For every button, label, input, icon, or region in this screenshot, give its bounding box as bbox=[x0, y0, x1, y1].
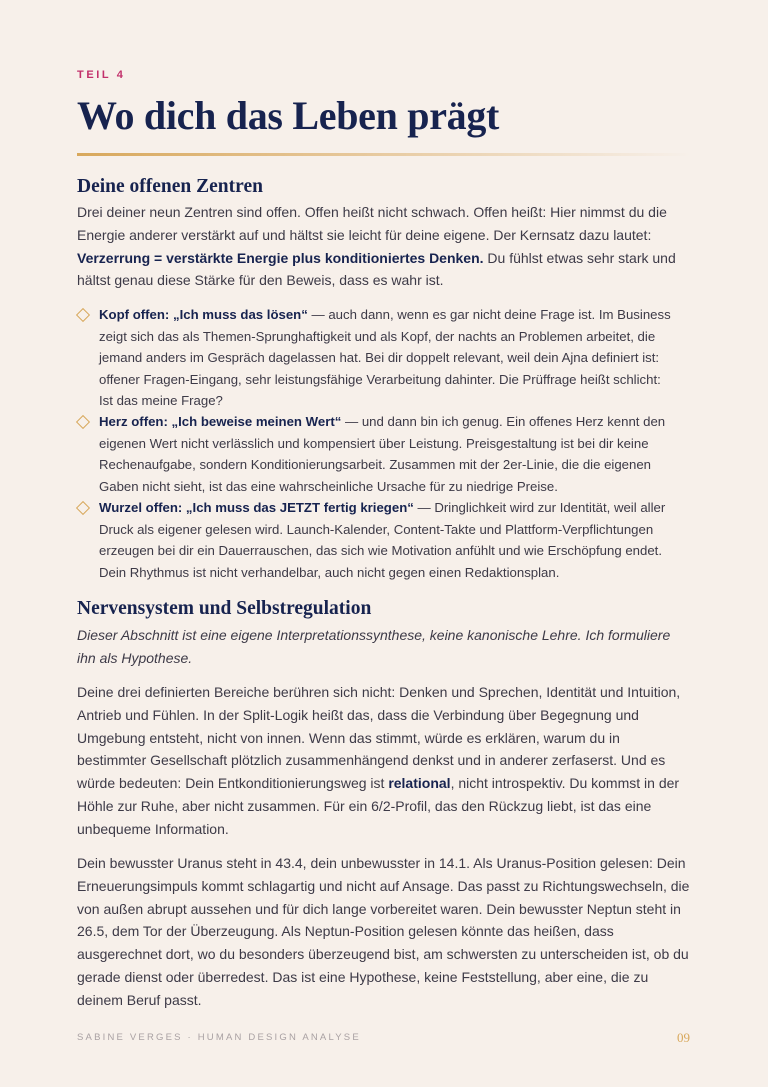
text-line: bestimmter Gesellschaft plötzlich zusammenhängend denkst und in anderer zerfaserst. Und es bbox=[77, 752, 666, 769]
text-line: von außen abrupt aussehen und für dich lange vorbereitet waren. Dein bewusster Neptun steht in bbox=[77, 900, 681, 917]
footer-author: SABINE VERGES · HUMAN DESIGN ANALYSE bbox=[77, 1032, 361, 1043]
section-heading-open-centers: Deine offenen Zentren bbox=[77, 176, 263, 197]
text-line: Dieser Abschnitt ist eine eigene Interpretationssynthese, keine kanonische Lehre. Ich formuliere bbox=[77, 627, 671, 643]
section-heading-nervous-system: Nervensystem und Selbstregulation bbox=[77, 598, 372, 619]
split-logic-paragraph bbox=[77, 681, 691, 841]
bullet-line: Rechenaufgabe, sondern Konditionierungsarbeit. Zusammen mit der 2er-Linie, die die eigenen bbox=[99, 457, 652, 473]
text-line: deinem Beruf passt. bbox=[77, 991, 202, 1008]
title-divider bbox=[77, 153, 691, 156]
bullet-lead: Herz offen: „Ich beweise meinen Wert“ bbox=[99, 414, 342, 429]
hypothesis-note bbox=[77, 624, 691, 670]
text-span: — und dann bin ich genug. Ein offenes Herz kennt den bbox=[341, 414, 666, 429]
text-span: — Dringlichkeit wird zur Identität, weil aller bbox=[413, 500, 666, 515]
page-title: Wo dich das Leben prägt bbox=[77, 93, 500, 138]
text-line: gerade dienst oder überredest. Das ist eine Hypothese, keine Feststellung, aber eine, die zu bbox=[77, 968, 649, 985]
text-line: Deine drei definierten Bereiche berühren sich nicht: Denken und Sprechen, Identität und Intuition, bbox=[77, 684, 681, 700]
text-line bbox=[77, 247, 691, 270]
bullet-line: Druck als eigener gelesen wird. Launch-Kalender, Content-Takte und Plattform-Verpflichtungen bbox=[99, 521, 654, 537]
bullet-line: Ist das meine Frage? bbox=[99, 393, 223, 409]
text-line: Dein bewusster Uranus steht in 43.4, dein unbewusster in 14.1. Als Uranus-Position gelesen: Dein bbox=[77, 855, 686, 871]
bullet-lead: Wurzel offen: „Ich muss das JETZT fertig kriegen“ bbox=[99, 500, 414, 515]
text-line: Umgebung entsteht, nicht von innen. Wenn das stimmt, würde es erklären, warum du in bbox=[77, 729, 620, 746]
section-eyebrow: TEIL 4 bbox=[77, 69, 126, 81]
bullet-line: offener Fragen-Eingang, sehr leistungsfähige Verarbeitung dahinter. Die Prüffrage heißt schlicht: bbox=[99, 371, 661, 387]
bullet-line: eigenen Wert nicht verlässlich und kompensiert über Leistung. Preisgestaltung ist bei dir keine bbox=[99, 435, 649, 451]
bullet-line: Dein Rhythmus ist nicht verhandelbar, auch nicht gegen einen Redaktionsplan. bbox=[99, 564, 560, 580]
page-number: 09 bbox=[677, 1030, 690, 1045]
text-line: ihn als Hypothese. bbox=[77, 649, 193, 666]
emphasis-relational: relational bbox=[388, 775, 451, 792]
bullet-root-open bbox=[77, 497, 691, 583]
bullet-line bbox=[77, 304, 691, 326]
text-line: Drei deiner neun Zentren sind offen. Offen heißt nicht schwach. Offen heißt: Hier nimmst du die bbox=[77, 204, 667, 220]
bullet-heart-open bbox=[77, 411, 691, 497]
key-sentence: Verzerrung = verstärkte Energie plus konditioniertes Denken. bbox=[77, 249, 484, 266]
bullet-lead: Kopf offen: „Ich muss das lösen“ bbox=[99, 307, 308, 322]
bullet-line: erzeugen bei dir ein Dauerrauschen, das sich wie Motivation anfühlt und wie Erschöpfung endet. bbox=[99, 543, 663, 559]
text-line bbox=[77, 772, 691, 795]
text-span: würde bedeuten: Dein Entkonditionierungsweg ist bbox=[77, 775, 389, 792]
text-span: — auch dann, wenn es gar nicht deine Frage ist. Im Business bbox=[307, 307, 671, 322]
uranus-neptune-paragraph bbox=[77, 852, 691, 1012]
bullet-line bbox=[77, 497, 691, 519]
bullet-head-open bbox=[77, 304, 691, 412]
text-line: Antrieb und Fühlen. In der Split-Logik heißt das, dass die Verbindung über Begegnung und bbox=[77, 706, 639, 723]
open-centers-intro bbox=[77, 201, 691, 292]
text-line: unbequeme Information. bbox=[77, 820, 229, 837]
text-line: Erneuerungsimpuls kommt schlagartig und nicht auf Ansage. Das passt zu Richtungswechseln, die bbox=[77, 877, 690, 894]
bullet-line: Gaben nicht sieht, ist das eine wahrscheinliche Ursache für zu niedrige Preise. bbox=[99, 478, 558, 494]
text-line: Höhle zur Ruhe, aber nicht zusammen. Für ein 6/2-Profil, das den Rückzug liebt, ist das eine bbox=[77, 797, 652, 814]
text-line: 26.5, dem Tor der Überzeugung. Als Neptun-Position gelesen könnte das heißen, dass bbox=[77, 923, 614, 940]
bullet-line bbox=[77, 411, 691, 433]
bullet-line: jemand anders im Gespräch dagelassen hat. Bei dir doppelt relevant, weil dein Ajna definiert ist: bbox=[99, 350, 660, 366]
text-line: ausgerechnet dort, wo du besonders überzeugend bist, am schwersten zu unterscheiden ist, ob du bbox=[77, 946, 689, 963]
text-line: Energie anderer verstärkt auf und hältst sie leicht für deine eigene. Der Kernsatz dazu lautet: bbox=[77, 226, 652, 243]
bullet-line: zeigt sich das als Themen-Sprunghaftigkeit und als Kopf, der nachts an Problemen arbeitet, die bbox=[99, 328, 656, 344]
text-span: , nicht introspektiv. Du kommst in der bbox=[450, 775, 680, 792]
text-line: hältst genau diese Stärke für den Beweis, dass es wahr ist. bbox=[77, 272, 444, 289]
text-span: Du fühlst etwas sehr stark und bbox=[483, 249, 676, 266]
